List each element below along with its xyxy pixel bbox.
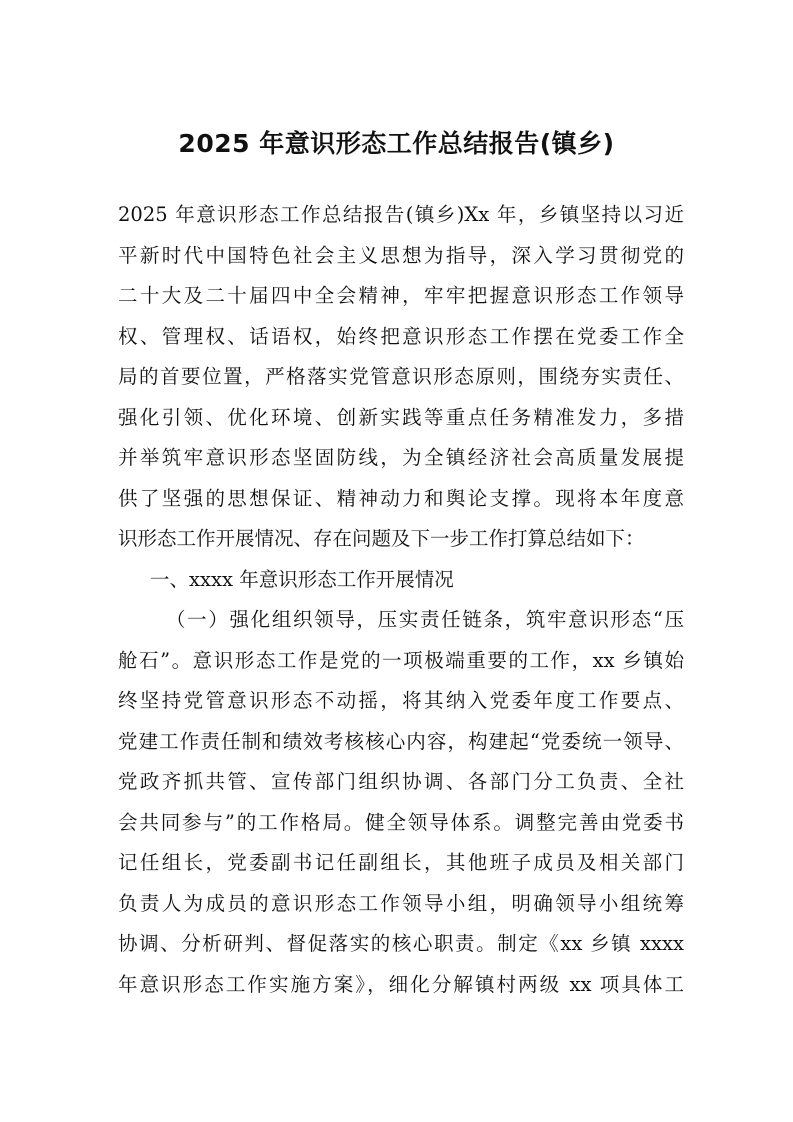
body-line: 会共同参与”的工作格局。健全领导体系。调整完善由党委书 (118, 810, 684, 834)
body-line: 平新时代中国特色社会主义思想为指导，深入学习贯彻党的 (118, 243, 684, 267)
body-line: 终坚持党管意识形态不动摇，将其纳入党委年度工作要点、 (118, 689, 684, 712)
body-line: 党建工作责任制和绩效考核核心内容，构建起“党委统一领导、 (118, 729, 684, 753)
body-line: 舱石”。意识形态工作是党的一项极端重要的工作，xx 乡镇始 (118, 648, 684, 672)
body-line: 二十大及二十届四中全会精神，牢牢把握意识形态工作领导 (118, 284, 684, 307)
body-line: 并举筑牢意识形态坚固防线，为全镇经济社会高质量发展提 (118, 446, 684, 469)
body-line: 局的首要位置，严格落实党管意识形态原则，围绕夯实责任、 (118, 365, 684, 388)
body-line: 负责人为成员的意识形态工作领导小组，明确领导小组统筹 (118, 891, 684, 915)
body-line: 党政齐抓共管、宣传部门组织协调、各部门分工负责、全社 (118, 770, 684, 793)
body-line: 协调、分析研判、督促落实的核心职责。制定《xx 乡镇 xxxx (118, 932, 684, 955)
subsection-heading-line: （一）强化组织领导，压实责任链条，筑牢意识形态“压 (166, 608, 684, 631)
document-title: 2025 年意识形态工作总结报告(镇乡) (178, 129, 615, 158)
body-line: 记任组长，党委副书记任副组长，其他班子成员及相关部门 (118, 851, 684, 874)
body-line: 强化引领、优化环境、创新实践等重点任务精准发力，多措 (118, 405, 684, 429)
body-line: 供了坚强的思想保证、精神动力和舆论支撑。现将本年度意 (118, 486, 684, 510)
section-heading: 一、xxxx 年意识形态工作开展情况 (150, 567, 454, 591)
body-line: 年意识形态工作实施方案》，细化分解镇村两级 xx 项具体工 (118, 972, 684, 996)
document-body (118, 195, 684, 1005)
body-line: 权、管理权、话语权，始终把意识形态工作摆在党委工作全 (118, 324, 684, 348)
body-line: 识形态工作开展情况、存在问题及下一步工作打算总结如下： (118, 527, 645, 550)
body-line: 2025 年意识形态工作总结报告(镇乡)Xx 年，乡镇坚持以习近 (118, 203, 684, 226)
